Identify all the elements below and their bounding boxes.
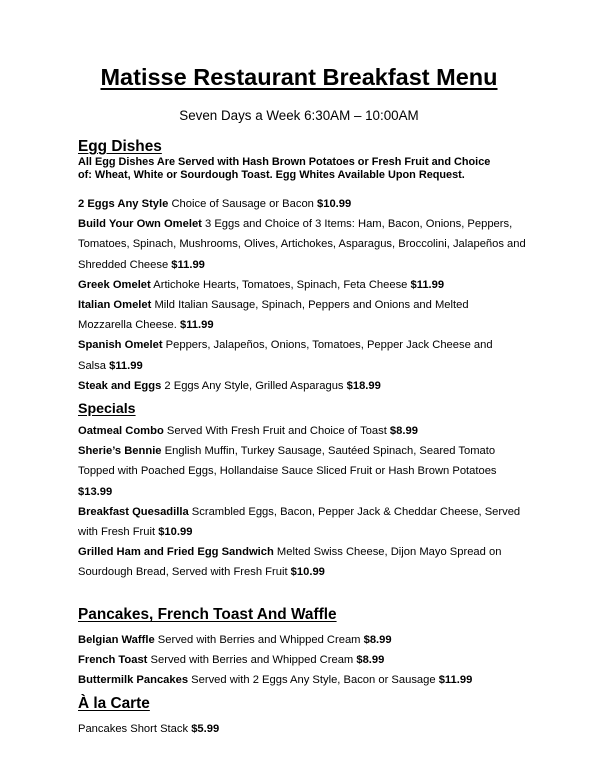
item-price: $10.99 xyxy=(158,526,193,539)
item-price: $11.99 xyxy=(179,319,214,332)
item-name: Italian Omelet xyxy=(78,299,152,312)
menu-item-greek-omelet xyxy=(78,275,578,295)
menu-item-breakfast-quesadilla xyxy=(78,502,578,542)
menu-item-pancakes-short-stack xyxy=(78,719,578,739)
item-price: $8.99 xyxy=(363,634,392,646)
egg-dishes-note xyxy=(78,156,578,182)
item-price: $8.99 xyxy=(389,425,418,437)
item-description: Shredded Cheese xyxy=(78,258,172,271)
specials-items xyxy=(78,421,578,583)
item-name: Belgian Waffle xyxy=(78,634,155,646)
item-price: $18.99 xyxy=(346,379,381,392)
item-description: Choice of Sausage or Bacon xyxy=(168,198,317,210)
egg-dishes-note-line: of: Wheat, White or Sourdough Toast. Egg Whites Available Upon Request. xyxy=(78,169,465,181)
egg-dishes-items xyxy=(78,194,578,396)
pancakes-section xyxy=(78,606,578,624)
item-name: Grilled Ham and Fried Egg Sandwich xyxy=(78,546,274,559)
item-name: Sherie’s Bennie xyxy=(78,445,162,458)
item-description: English Muffin, Turkey Sausage, Sautéed Spinach, Seared Tomato xyxy=(161,445,496,458)
item-price: $8.99 xyxy=(356,654,385,667)
item-name: Breakfast Quesadilla xyxy=(78,505,189,518)
menu-item-eggs-any-style xyxy=(78,194,578,214)
item-price: $13.99 xyxy=(78,485,113,498)
specials-heading: Specials xyxy=(78,401,136,417)
item-name: Spanish Omelet xyxy=(78,339,163,352)
pancakes-heading: Pancakes, French Toast And Waffle xyxy=(78,606,337,623)
item-description: Served With Fresh Fruit and Choice of Toast xyxy=(163,425,390,437)
item-description: Topped with Poached Eggs, Hollandaise Sauce Sliced Fruit or Hash Brown Potatoes xyxy=(78,465,497,478)
item-name: Buttermilk Pancakes xyxy=(78,674,189,687)
specials-section xyxy=(78,400,578,418)
item-price: $11.99 xyxy=(438,674,473,687)
item-description: Pancakes Short Stack xyxy=(78,723,192,735)
egg-dishes-section xyxy=(78,138,578,182)
item-description: Sourdough Bread, Served with Fresh Fruit xyxy=(78,566,291,579)
menu-item-spanish-omelet xyxy=(78,335,578,375)
page-title: Matisse Restaurant Breakfast Menu xyxy=(100,64,498,90)
menu-item-buttermilk-pancakes xyxy=(78,670,578,690)
pancakes-items xyxy=(78,630,578,691)
item-description: Mild Italian Sausage, Spinach, Peppers and Onions and Melted xyxy=(151,299,469,312)
menu-item-french-toast xyxy=(78,650,578,670)
egg-dishes-note-line: All Egg Dishes Are Served with Hash Brown Potatoes or Fresh Fruit and Choice xyxy=(78,156,491,168)
menu-item-italian-omelet xyxy=(78,295,578,335)
item-name: Greek Omelet xyxy=(78,278,151,291)
a-la-carte-heading: À la Carte xyxy=(78,695,150,712)
item-description: Scrambled Eggs, Bacon, Pepper Jack & Cheddar Cheese, Served xyxy=(188,505,521,518)
item-price: $11.99 xyxy=(410,278,445,291)
item-description: Served with Berries and Whipped Cream xyxy=(147,654,357,667)
menu-item-grilled-ham-sandwich xyxy=(78,542,578,582)
a-la-carte-section xyxy=(78,695,578,713)
item-description: Mozzarella Cheese. xyxy=(78,319,180,332)
item-price: $11.99 xyxy=(109,359,143,372)
menu-item-sheries-bennie xyxy=(78,441,578,502)
item-description: Melted Swiss Cheese, Dijon Mayo Spread on xyxy=(273,546,502,559)
item-price: $10.99 xyxy=(290,566,325,579)
item-name: French Toast xyxy=(78,654,148,667)
item-description: Artichoke Hearts, Tomatoes, Spinach, Feta Cheese xyxy=(150,278,411,291)
menu-item-belgian-waffle xyxy=(78,630,578,650)
item-description: Salsa xyxy=(78,359,110,372)
item-name: Build Your Own Omelet xyxy=(78,218,202,231)
item-description: Peppers, Jalapeños, Onions, Tomatoes, Pepper Jack Cheese and xyxy=(162,339,493,352)
item-name: 2 Eggs Any Style xyxy=(78,198,169,210)
hours-subtitle: Seven Days a Week 6:30AM – 10:00AM xyxy=(179,108,419,123)
item-name: Steak and Eggs xyxy=(78,379,162,392)
item-description: with Fresh Fruit xyxy=(78,526,159,539)
item-description: Served with Berries and Whipped Cream xyxy=(154,634,364,646)
item-price: $11.99 xyxy=(171,258,205,271)
item-name: Oatmeal Combo xyxy=(78,425,164,437)
item-price: $5.99 xyxy=(191,723,220,735)
menu-item-oatmeal-combo xyxy=(78,421,578,441)
egg-dishes-heading: Egg Dishes xyxy=(78,138,162,155)
item-price: $10.99 xyxy=(317,198,352,210)
item-description: Served with 2 Eggs Any Style, Bacon or Sausage xyxy=(188,674,439,687)
item-description: 3 Eggs and Choice of 3 Items: Ham, Bacon, Onions, Peppers, xyxy=(201,218,513,231)
item-description: 2 Eggs Any Style, Grilled Asparagus xyxy=(161,379,347,392)
a-la-carte-items xyxy=(78,719,578,739)
item-description: Tomatoes, Spinach, Mushrooms, Olives, Artichokes, Asparagus, Broccolini, Jalapeños and xyxy=(78,238,526,251)
menu-item-build-your-own-omelet xyxy=(78,214,578,275)
menu-item-steak-and-eggs xyxy=(78,376,578,396)
